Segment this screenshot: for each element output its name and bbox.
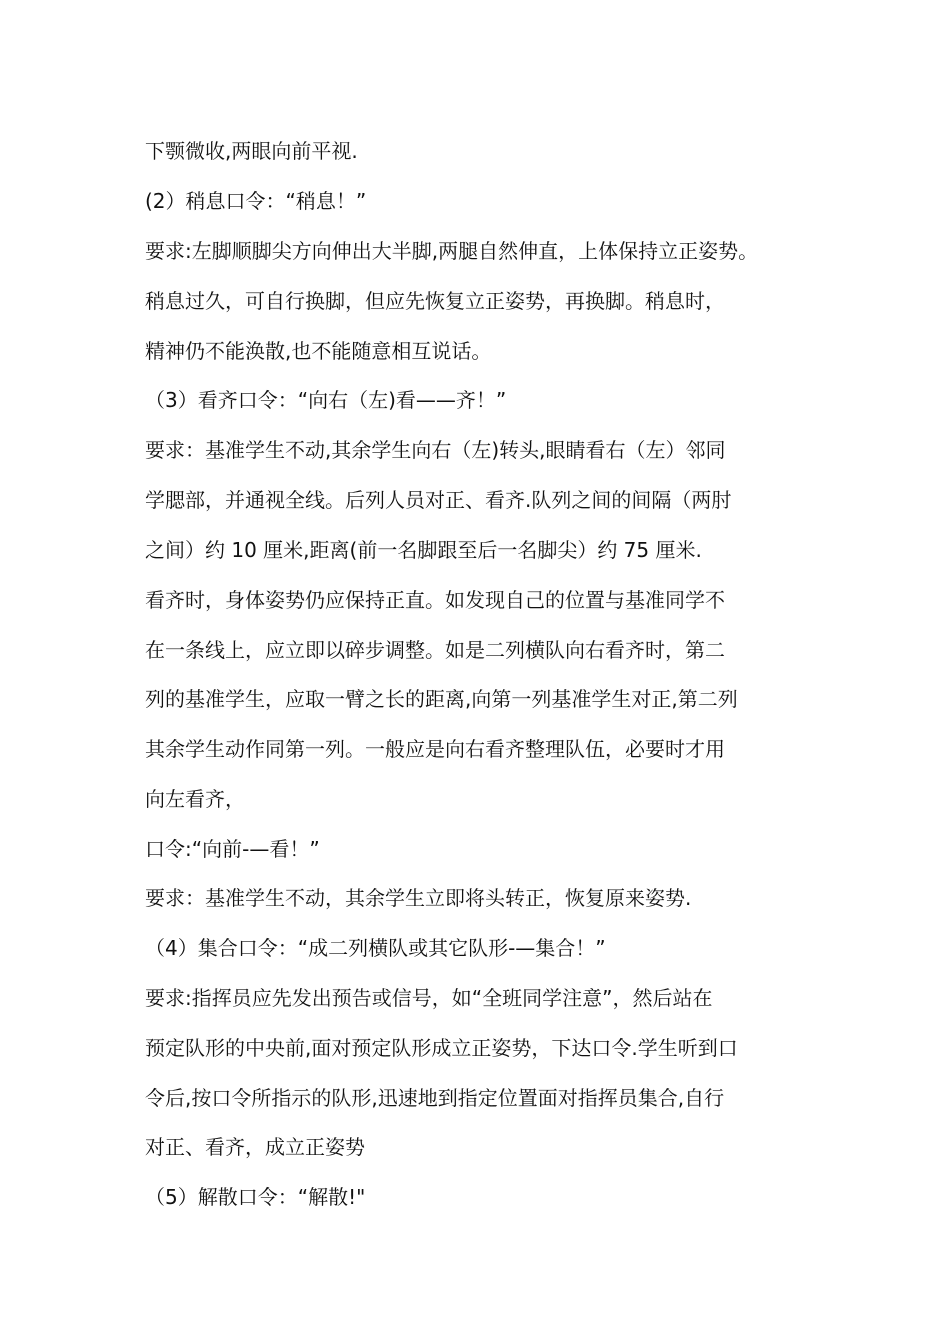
text-line: 之间）约 10 厘米,距离(前一名脚跟至后一名脚尖）约 75 厘米. xyxy=(145,538,702,562)
text-line: 要求:左脚顺脚尖方向伸出大半脚,两腿自然伸直，上体保持立正姿势。 xyxy=(145,239,759,263)
text-line: 学腮部，并通视全线。后列人员对正、看齐.队列之间的间隔（两肘 xyxy=(145,488,732,512)
text-line: 要求：基准学生不动，其余学生立即将头转正，恢复原来姿势. xyxy=(145,886,692,910)
text-line: 要求:指挥员应先发出预告或信号，如“全班同学注意”，然后站在 xyxy=(145,986,713,1010)
text-line: 稍息过久，可自行换脚，但应先恢复立正姿势，再换脚。稍息时， xyxy=(145,289,725,313)
text-line: 在一条线上，应立即以碎步调整。如是二列横队向右看齐时，第二 xyxy=(145,638,725,662)
text-line: （4）集合口令：“成二列横队或其它队形-—集合！” xyxy=(145,936,606,960)
text-line: 其余学生动作同第一列。一般应是向右看齐整理队伍，必要时才用 xyxy=(145,737,725,761)
text-line: 口令:“向前-—看！” xyxy=(145,837,320,861)
text-line: 要求：基准学生不动,其余学生向右（左)转头,眼睛看右（左）邻同 xyxy=(145,438,726,462)
text-line: （3）看齐口令：“向右（左)看——齐！” xyxy=(145,388,507,412)
text-line: 列的基准学生，应取一臂之长的距离,向第一列基准学生对正,第二列 xyxy=(145,687,738,711)
text-line: 令后,按口令所指示的队形,迅速地到指定位置面对指挥员集合,自行 xyxy=(145,1086,725,1110)
text-line: 向左看齐， xyxy=(145,787,245,811)
text-line: 精神仍不能涣散,也不能随意相互说话。 xyxy=(145,339,492,363)
text-line: 预定队形的中央前,面对预定队形成立正姿势，下达口令.学生听到口 xyxy=(145,1036,738,1060)
text-line: 对正、看齐，成立正姿势 xyxy=(145,1135,365,1159)
text-line: 下颚微收,两眼向前平视. xyxy=(145,139,358,163)
text-line: 看齐时，身体姿势仍应保持正直。如发现自己的位置与基准同学不 xyxy=(145,588,725,612)
text-line: （5）解散口令：“解散!" xyxy=(145,1185,366,1209)
text-line: (2）稍息口令：“稍息！” xyxy=(145,189,367,213)
